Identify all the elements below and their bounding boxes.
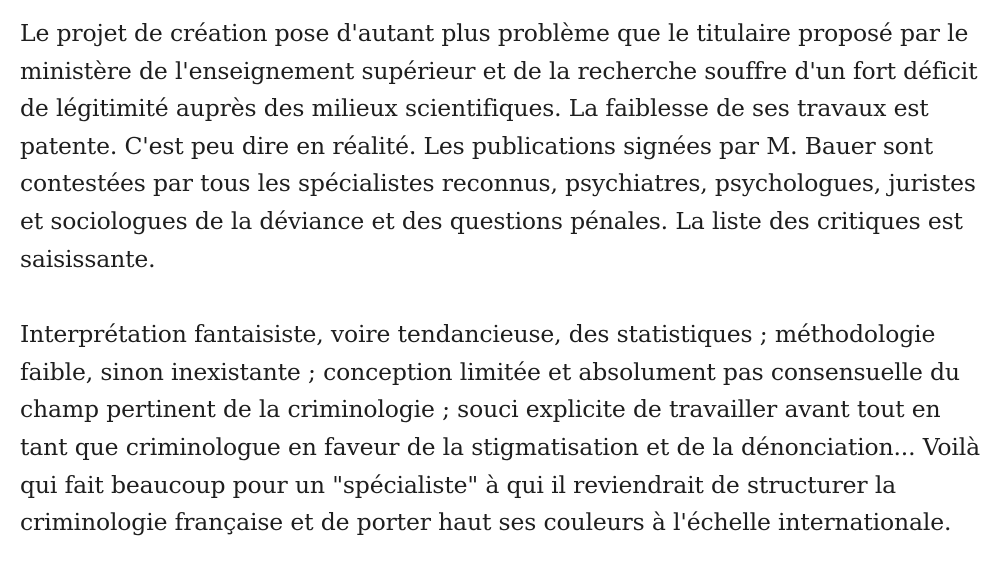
paragraph-line: de légitimité auprès des milieux scientifiques. La faiblesse de ses travaux est <box>20 94 929 123</box>
paragraph-line: Interprétation fantaisiste, voire tendancieuse, des statistiques ; méthodologie <box>20 320 936 349</box>
paragraph-2 <box>20 316 980 542</box>
paragraph-line: champ pertinent de la criminologie ; souci explicite de travailler avant tout en <box>20 395 941 424</box>
paragraph-line: contestées par tous les spécialistes reconnus, psychiatres, psychologues, juristes <box>20 169 976 198</box>
paragraph-line: saisissante. <box>20 244 156 273</box>
paragraph-line: qui fait beaucoup pour un "spécialiste" à qui il reviendrait de structurer la <box>20 470 897 499</box>
paragraph-line: et sociologues de la déviance et des questions pénales. La liste des critiques est <box>20 206 963 235</box>
paragraph-line: patente. C'est peu dire en réalité. Les publications signées par M. Bauer sont <box>20 131 934 160</box>
paragraph-line: ministère de l'enseignement supérieur et de la recherche souffre d'un fort déficit <box>20 56 978 85</box>
paragraph-line: Le projet de création pose d'autant plus problème que le titulaire proposé par le <box>20 19 969 47</box>
paragraph-line: criminologie française et de porter haut ses couleurs à l'échelle internationale. <box>20 508 952 537</box>
paragraph-line: faible, sinon inexistante ; conception limitée et absolument pas consensuelle du <box>20 357 960 386</box>
paragraph-1 <box>20 15 980 278</box>
paragraph-line: tant que criminologue en faveur de la stigmatisation et de la dénonciation... Voilà <box>20 432 981 461</box>
